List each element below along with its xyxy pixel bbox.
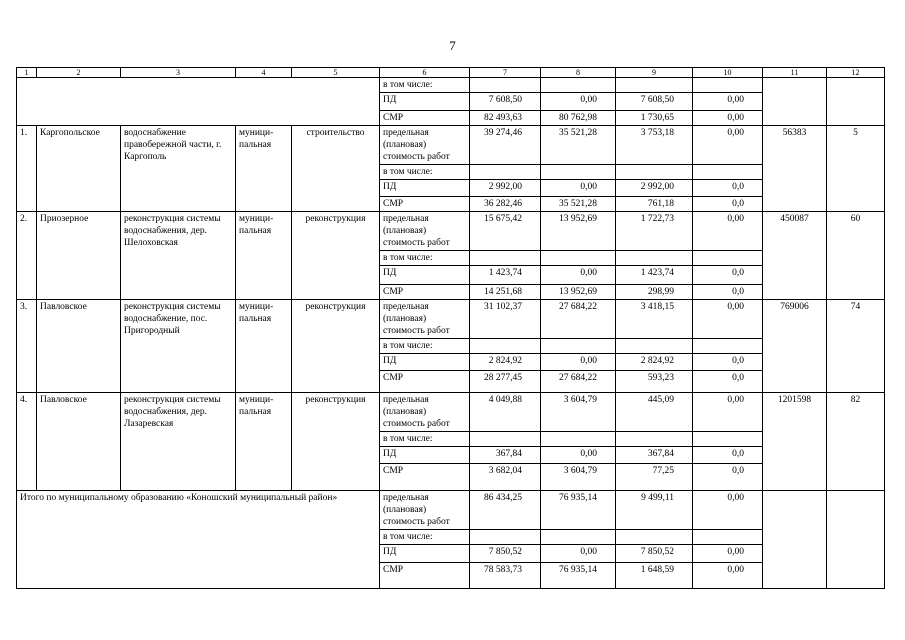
value-cell: 761,18: [616, 197, 693, 212]
label-pd: ПД: [380, 447, 470, 464]
header-cell: 6: [380, 68, 470, 78]
col12-value: 82: [827, 393, 885, 491]
label-total: предельная (плановая) стоимость работ: [380, 393, 470, 432]
ownership-type: муници-пальная: [236, 212, 292, 300]
value-cell: 1 648,59: [616, 563, 693, 589]
value-cell: 3 682,04: [470, 464, 541, 491]
col11-value: 56383: [763, 126, 827, 212]
col11-value: 1201598: [763, 393, 827, 491]
col12-value: 5: [827, 126, 885, 212]
value-cell: 0,00: [693, 491, 763, 530]
empty-cell: [470, 530, 541, 545]
value-cell: 0,00: [541, 447, 616, 464]
value-cell: 82 493,63: [470, 111, 541, 126]
value-cell: 80 762,98: [541, 111, 616, 126]
ownership-type: муници-пальная: [236, 300, 292, 393]
label-incl: в том числе:: [380, 432, 470, 447]
label-pd: ПД: [380, 545, 470, 563]
table-row: [17, 393, 885, 432]
table-row: [17, 212, 885, 251]
object-name: реконструкция системы водоснабжения, дер. Лазаревская: [121, 393, 236, 491]
empty-cell: [541, 339, 616, 354]
row-number: 3.: [17, 300, 37, 393]
value-cell: 35 521,28: [541, 197, 616, 212]
value-cell: 9 499,11: [616, 491, 693, 530]
label-incl: в том числе:: [380, 530, 470, 545]
header-cell: 10: [693, 68, 763, 78]
object-name: реконструкция системы водоснабжение, пос. Пригородный: [121, 300, 236, 393]
label-total: предельная (плановая) стоимость работ: [380, 212, 470, 251]
value-cell: 445,09: [616, 393, 693, 432]
header-cell: 4: [236, 68, 292, 78]
col12-value: 60: [827, 212, 885, 300]
value-cell: 0,00: [693, 393, 763, 432]
empty-cell: [616, 251, 693, 266]
value-cell: 0,00: [541, 93, 616, 111]
value-cell: 7 608,50: [470, 93, 541, 111]
value-cell: 0,00: [693, 111, 763, 126]
value-cell: 4 049,88: [470, 393, 541, 432]
value-cell: 0,00: [541, 266, 616, 285]
value-cell: 1 423,74: [616, 266, 693, 285]
value-cell: 0,0: [693, 197, 763, 212]
header-cell: 12: [827, 68, 885, 78]
empty-cell: [470, 339, 541, 354]
value-cell: 0,0: [693, 354, 763, 371]
value-cell: 3 604,79: [541, 464, 616, 491]
empty-cell: [616, 530, 693, 545]
value-cell: 13 952,69: [541, 212, 616, 251]
label-total: предельная (плановая) стоимость работ: [380, 300, 470, 339]
value-cell: 0,00: [693, 563, 763, 589]
settlement-name: Приозерное: [37, 212, 121, 300]
table-row: [17, 78, 885, 93]
empty-cell: [616, 432, 693, 447]
ownership-type: муници-пальная: [236, 126, 292, 212]
value-cell: 36 282,46: [470, 197, 541, 212]
label-smr: СМР: [380, 464, 470, 491]
value-cell: 2 824,92: [470, 354, 541, 371]
value-cell: 0,00: [693, 126, 763, 165]
value-cell: 1 423,74: [470, 266, 541, 285]
label-smr: СМР: [380, 285, 470, 300]
value-cell: 0,00: [693, 212, 763, 251]
value-cell: 298,99: [616, 285, 693, 300]
summary-label: Итого по муниципальному образованию «Коношский муниципальный район»: [17, 491, 380, 589]
value-cell: 76 935,14: [541, 491, 616, 530]
header-cell: 11: [763, 68, 827, 78]
label-incl: в том числе:: [380, 339, 470, 354]
value-cell: 78 583,73: [470, 563, 541, 589]
empty-cell: [693, 530, 763, 545]
empty-cell: [541, 251, 616, 266]
value-cell: 7 850,52: [470, 545, 541, 563]
value-cell: 3 753,18: [616, 126, 693, 165]
empty-cell: [693, 339, 763, 354]
label-pd: ПД: [380, 266, 470, 285]
value-cell: 31 102,37: [470, 300, 541, 339]
header-cell: 9: [616, 68, 693, 78]
empty-cell: [616, 165, 693, 180]
row-number: 2.: [17, 212, 37, 300]
page-number: 7: [449, 38, 456, 53]
value-cell: 3 604,79: [541, 393, 616, 432]
empty-cell: [693, 251, 763, 266]
value-cell: 3 418,15: [616, 300, 693, 339]
empty-cell: [470, 251, 541, 266]
value-cell: 7 608,50: [616, 93, 693, 111]
value-cell: 0,0: [693, 371, 763, 393]
label-pd: ПД: [380, 354, 470, 371]
value-cell: 0,00: [693, 93, 763, 111]
value-cell: 28 277,45: [470, 371, 541, 393]
label-pd: ПД: [380, 93, 470, 111]
work-type: реконструкция: [292, 393, 380, 491]
value-cell: 593,23: [616, 371, 693, 393]
value-cell: 0,0: [693, 447, 763, 464]
col12-value: 74: [827, 300, 885, 393]
settlement-name: Павловское: [37, 393, 121, 491]
value-cell: 39 274,46: [470, 126, 541, 165]
value-cell: 367,84: [470, 447, 541, 464]
empty-cell: [616, 339, 693, 354]
object-name: водоснабжение правобережной части, г. Каргополь: [121, 126, 236, 212]
value-cell: 77,25: [616, 464, 693, 491]
work-type: реконструкция: [292, 212, 380, 300]
table-row: [17, 300, 885, 339]
column-number-row: [17, 68, 885, 78]
header-cell: 3: [121, 68, 236, 78]
header-cell: 2: [37, 68, 121, 78]
value-cell: 0,00: [541, 354, 616, 371]
value-cell: 1 730,65: [616, 111, 693, 126]
table-row: [17, 126, 885, 165]
label-incl: в том числе:: [380, 251, 470, 266]
value-cell: 35 521,28: [541, 126, 616, 165]
ownership-type: муници-пальная: [236, 393, 292, 491]
label-smr: СМР: [380, 111, 470, 126]
empty-cell: [541, 530, 616, 545]
value-cell: 0,0: [693, 285, 763, 300]
empty-cell: [827, 491, 885, 589]
value-cell: 86 434,25: [470, 491, 541, 530]
empty-cell: [470, 165, 541, 180]
work-type: реконструкция: [292, 300, 380, 393]
empty-cell: [470, 432, 541, 447]
value-cell: 0,0: [693, 266, 763, 285]
value-cell: 0,0: [693, 180, 763, 197]
value-cell: 27 684,22: [541, 300, 616, 339]
empty-cell: [541, 165, 616, 180]
label-total: предельная (плановая) стоимость работ: [380, 491, 470, 530]
label-total: предельная (плановая) стоимость работ: [380, 126, 470, 165]
value-cell: 27 684,22: [541, 371, 616, 393]
value-cell: 1 722,73: [616, 212, 693, 251]
value-cell: 0,00: [693, 545, 763, 563]
row-number: 4.: [17, 393, 37, 491]
value-cell: 7 850,52: [616, 545, 693, 563]
empty-cell: [541, 432, 616, 447]
header-cell: 7: [470, 68, 541, 78]
label-smr: СМР: [380, 563, 470, 589]
summary-row: [17, 491, 885, 530]
value-cell: 0,00: [541, 180, 616, 197]
label-incl: в том числе:: [380, 78, 470, 93]
value-cell: 14 251,68: [470, 285, 541, 300]
value-cell: 0,00: [541, 545, 616, 563]
value-cell: 76 935,14: [541, 563, 616, 589]
label-pd: ПД: [380, 180, 470, 197]
header-cell: 5: [292, 68, 380, 78]
label-smr: СМР: [380, 371, 470, 393]
col11-value: 769006: [763, 300, 827, 393]
settlement-name: Павловское: [37, 300, 121, 393]
header-cell: 8: [541, 68, 616, 78]
empty-cell: [693, 165, 763, 180]
header-cell: 1: [17, 68, 37, 78]
value-cell: 0,0: [693, 464, 763, 491]
value-cell: 2 824,92: [616, 354, 693, 371]
value-cell: 367,84: [616, 447, 693, 464]
label-incl: в том числе:: [380, 165, 470, 180]
empty-cell: [763, 491, 827, 589]
work-type: строительство: [292, 126, 380, 212]
value-cell: 13 952,69: [541, 285, 616, 300]
settlement-name: Каргопольское: [37, 126, 121, 212]
value-cell: 0,00: [693, 300, 763, 339]
label-smr: СМР: [380, 197, 470, 212]
col11-value: 450087: [763, 212, 827, 300]
object-name: реконструкция системы водоснабжения, дер. Шелоховская: [121, 212, 236, 300]
value-cell: 2 992,00: [616, 180, 693, 197]
empty-cell: [693, 432, 763, 447]
investment-table: [16, 67, 885, 589]
value-cell: 15 675,42: [470, 212, 541, 251]
row-number: 1.: [17, 126, 37, 212]
value-cell: 2 992,00: [470, 180, 541, 197]
